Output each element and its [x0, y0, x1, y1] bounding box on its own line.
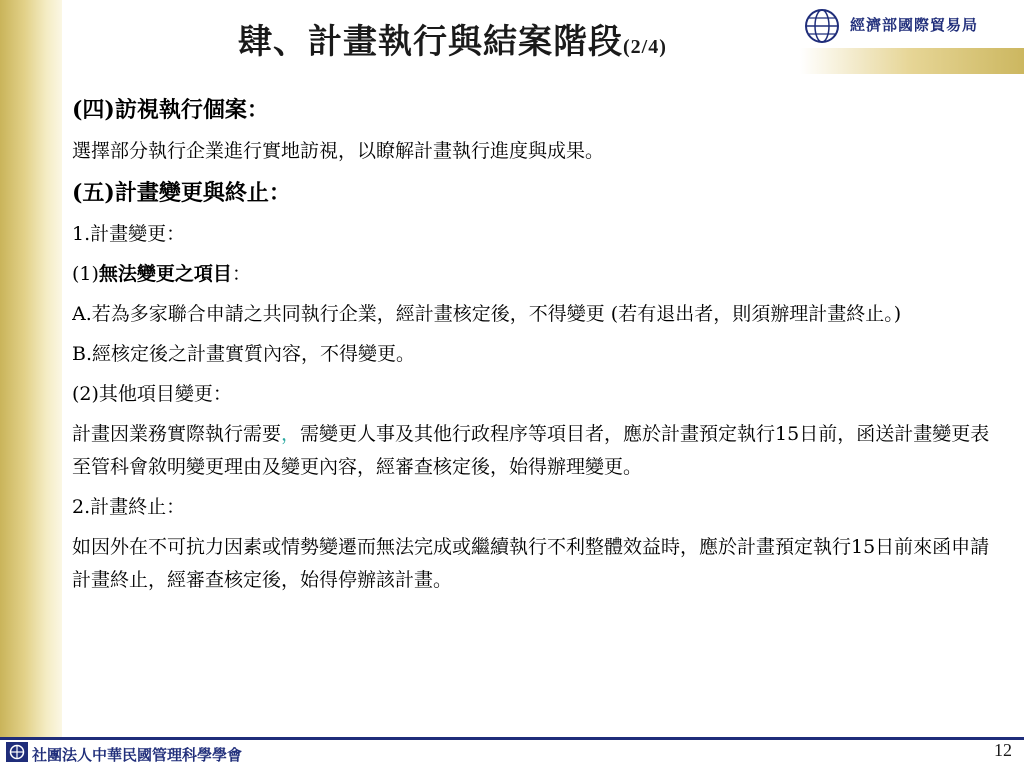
item-1-heading: 1.計畫變更：: [72, 223, 186, 245]
section-4-text: 選擇部分執行企業進行實地訪視，以瞭解計畫執行進度與成果。: [72, 140, 605, 162]
item-1-2-heading: (2)其他項目變更：: [72, 383, 232, 405]
item-1-2-text-part-a: 計畫因業務實際執行需要: [72, 423, 282, 445]
slide-title-text: 肆、計畫執行與結案階段: [238, 22, 623, 62]
item-1-1-colon: ：: [231, 263, 251, 285]
item-1-1-heading: [72, 258, 992, 291]
item-1-2-text: [72, 418, 992, 484]
society-logo-icon: [6, 742, 28, 762]
slide-body: [72, 92, 992, 722]
slide-title: [238, 14, 667, 63]
header-decorative-bar: [800, 48, 1024, 74]
item-1-1-label: 無法變更之項目: [98, 263, 232, 285]
section-4-heading: (四)訪視執行個案：: [72, 97, 269, 123]
agency-logo-icon: [804, 8, 840, 44]
slide-title-suffix: (2/4): [623, 36, 667, 58]
item-b-text: B.經核定後之計畫實質內容，不得變更。: [72, 343, 416, 365]
footer-divider: [0, 737, 1024, 740]
page-number: 12: [994, 740, 1012, 760]
item-1-1-number: (1): [72, 263, 99, 285]
agency-name: 經濟部國際貿易局: [850, 16, 979, 34]
item-a-text: A.若為多家聯合申請之共同執行企業，經計畫核定後，不得變更 (若有退出者，則須辦理計畫終止。): [72, 303, 902, 325]
item-1-2-comma: ，: [281, 423, 301, 445]
section-5-heading: (五)計畫變更與終止：: [72, 180, 291, 206]
item-2-text: 如因外在不可抗力因素或情勢變遷而無法完成或繼續執行不利整體效益時，應於計畫預定執行15日前來函申請計畫終止，經審查核定後，始得停辦該計畫。: [72, 536, 990, 591]
left-decorative-strip: [0, 0, 62, 740]
item-1-2-text-part-b: 需變更人事及其他行政程序等項目者，應於計畫預定執行15日前，函送計畫變更表至管科會敘明變更理由及變更內容，經審查核定後，始得辦理變更。: [72, 423, 990, 478]
footer-organization: 社團法人中華民國管理科學學會: [32, 746, 243, 764]
item-2-heading: 2.計畫終止：: [72, 496, 186, 518]
